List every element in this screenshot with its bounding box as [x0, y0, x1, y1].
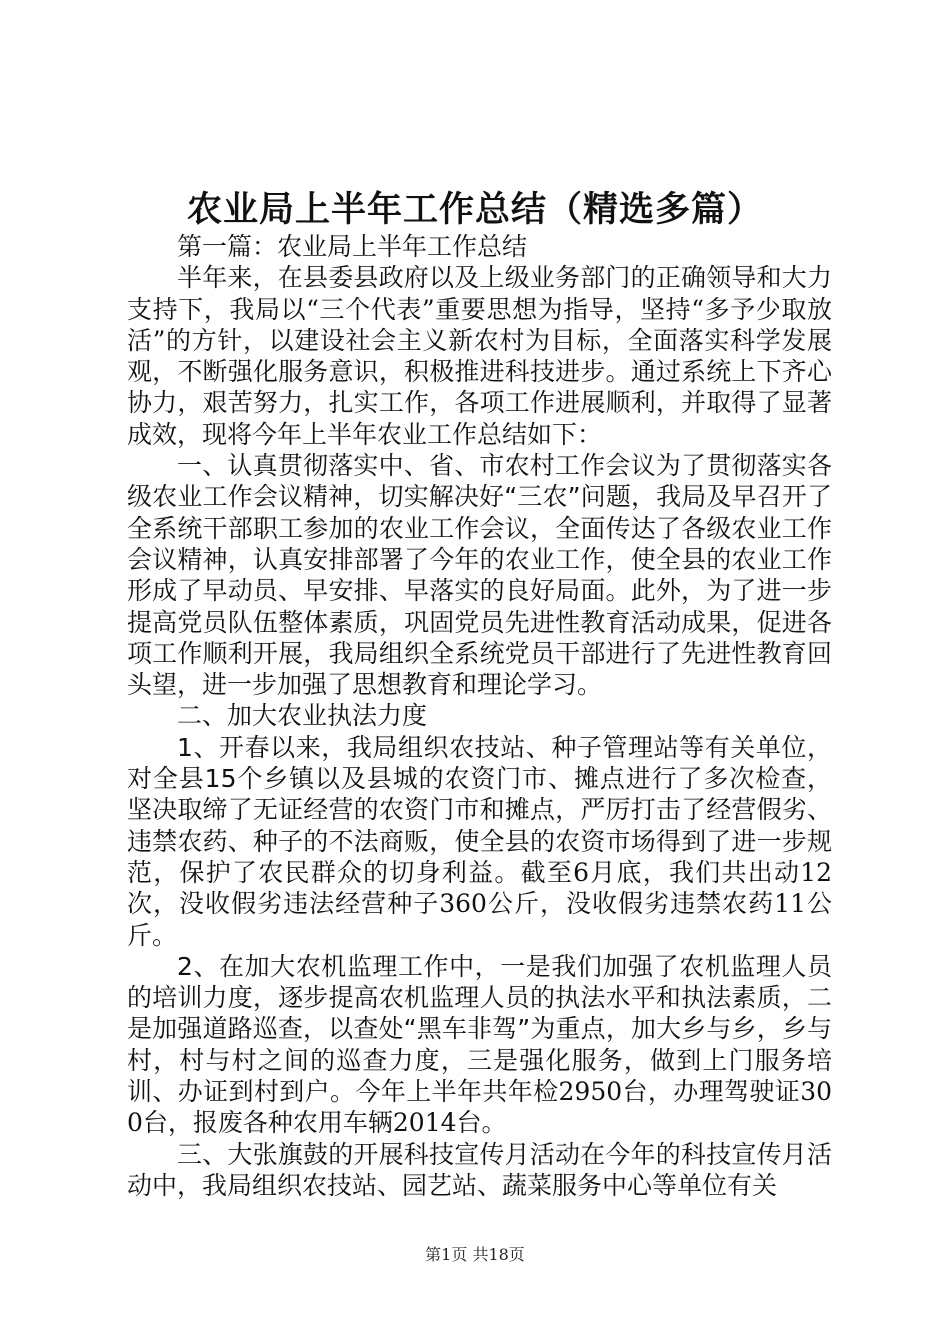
- paragraph-item-3: [127, 1139, 832, 1202]
- section-heading-text: 第一篇：农业局上半年工作总结: [177, 232, 528, 261]
- page-footer: [0, 1244, 950, 1266]
- paragraph-item-2-1-rest: 截至6月底，我们共出动12次，没收假劣违法经营种子360公斤，没收假劣违禁农药11公斤。: [127, 857, 832, 950]
- paragraph-item-1-rest: 此外，为了进一步提高党员队伍整体素质，巩固党员先进性教育活动成果，促进各项工作顺利开展，我局组织全系统党员干部进行了先进性教育回头望，进一步加强了思想教育和理论学习。: [127, 576, 832, 700]
- paragraph-item-2-2-lead: 2、在加大农机监理工作中，一是我们加强了农机监理人员的培训力度，逐步提高农机监理人员的执法水平和执法素质，二是加强道路巡查，以查处“黑车非驾”为重点，加大乡与乡，乡与村，村与村之间的巡查力度，三是强化服务，做到上门服务培训、办证到村到户。: [127, 951, 832, 1107]
- paragraph-item-2-1-lead: 1、开春以来，我局组织农技站、种子管理站等有关单位，对全县15个乡镇以及县城的农资门市、摊点进行了多次检查，坚决取缔了无证经营的农资门市和摊点，严厉打击了经营假劣、违禁农药、种子的不法商贩，使全县的农资市场得到了进一步规范，保护了农民群众的切身利益。: [127, 732, 832, 887]
- paragraph-item-2-1: [127, 732, 832, 951]
- paragraph-item-2-2-rest: 今年上半年共年检2950台，办理驾驶证300台，报废各种农用车辆2014台。: [127, 1077, 832, 1138]
- section-heading: [127, 231, 832, 262]
- page-number: 第1页 共18页: [425, 1245, 525, 1264]
- paragraph-intro-text: 半年来，在县委县政府以及上级业务部门的正确领导和大力支持下，我局以“三个代表”重要思想为指导，坚持“多予少取放活”的方针，以建设社会主义新农村为目标，全面落实科学发展观，不断强化服务意识，积极推进科技进步。通过系统上下齐心协力，艰苦努力，扎实工作，各项工作进展顺利，并取得了显著成效，现将今年上半年农业工作总结如下：: [127, 263, 832, 449]
- document-title: 农业局上半年工作总结（精选多篇）: [186, 190, 763, 230]
- document-body: [127, 231, 832, 1201]
- heading-item-2-text: 二、加大农业执法力度: [177, 701, 428, 731]
- heading-item-2: [127, 700, 832, 731]
- paragraph-item-1-lead: 一、认真贯彻落实中、省、市农村工作会议为了贯彻落实各级农业工作会议精神，切实解决好“三农”问题，我局及早召开了全系统干部职工参加的农业工作会议，全面传达了各级农业工作会议精神，认真安排部署了今年的农业工作，使全县的农业工作形成了早动员、早安排、早落实的良好局面。: [127, 451, 832, 606]
- paragraph-item-1: [127, 450, 832, 700]
- paragraph-item-3-text: 三、大张旗鼓的开展科技宣传月活动在今年的科技宣传月活动中，我局组织农技站、园艺站、蔬菜服务中心等单位有关: [127, 1139, 832, 1200]
- paragraph-item-2-2: [127, 951, 832, 1139]
- paragraph-intro: [127, 262, 832, 450]
